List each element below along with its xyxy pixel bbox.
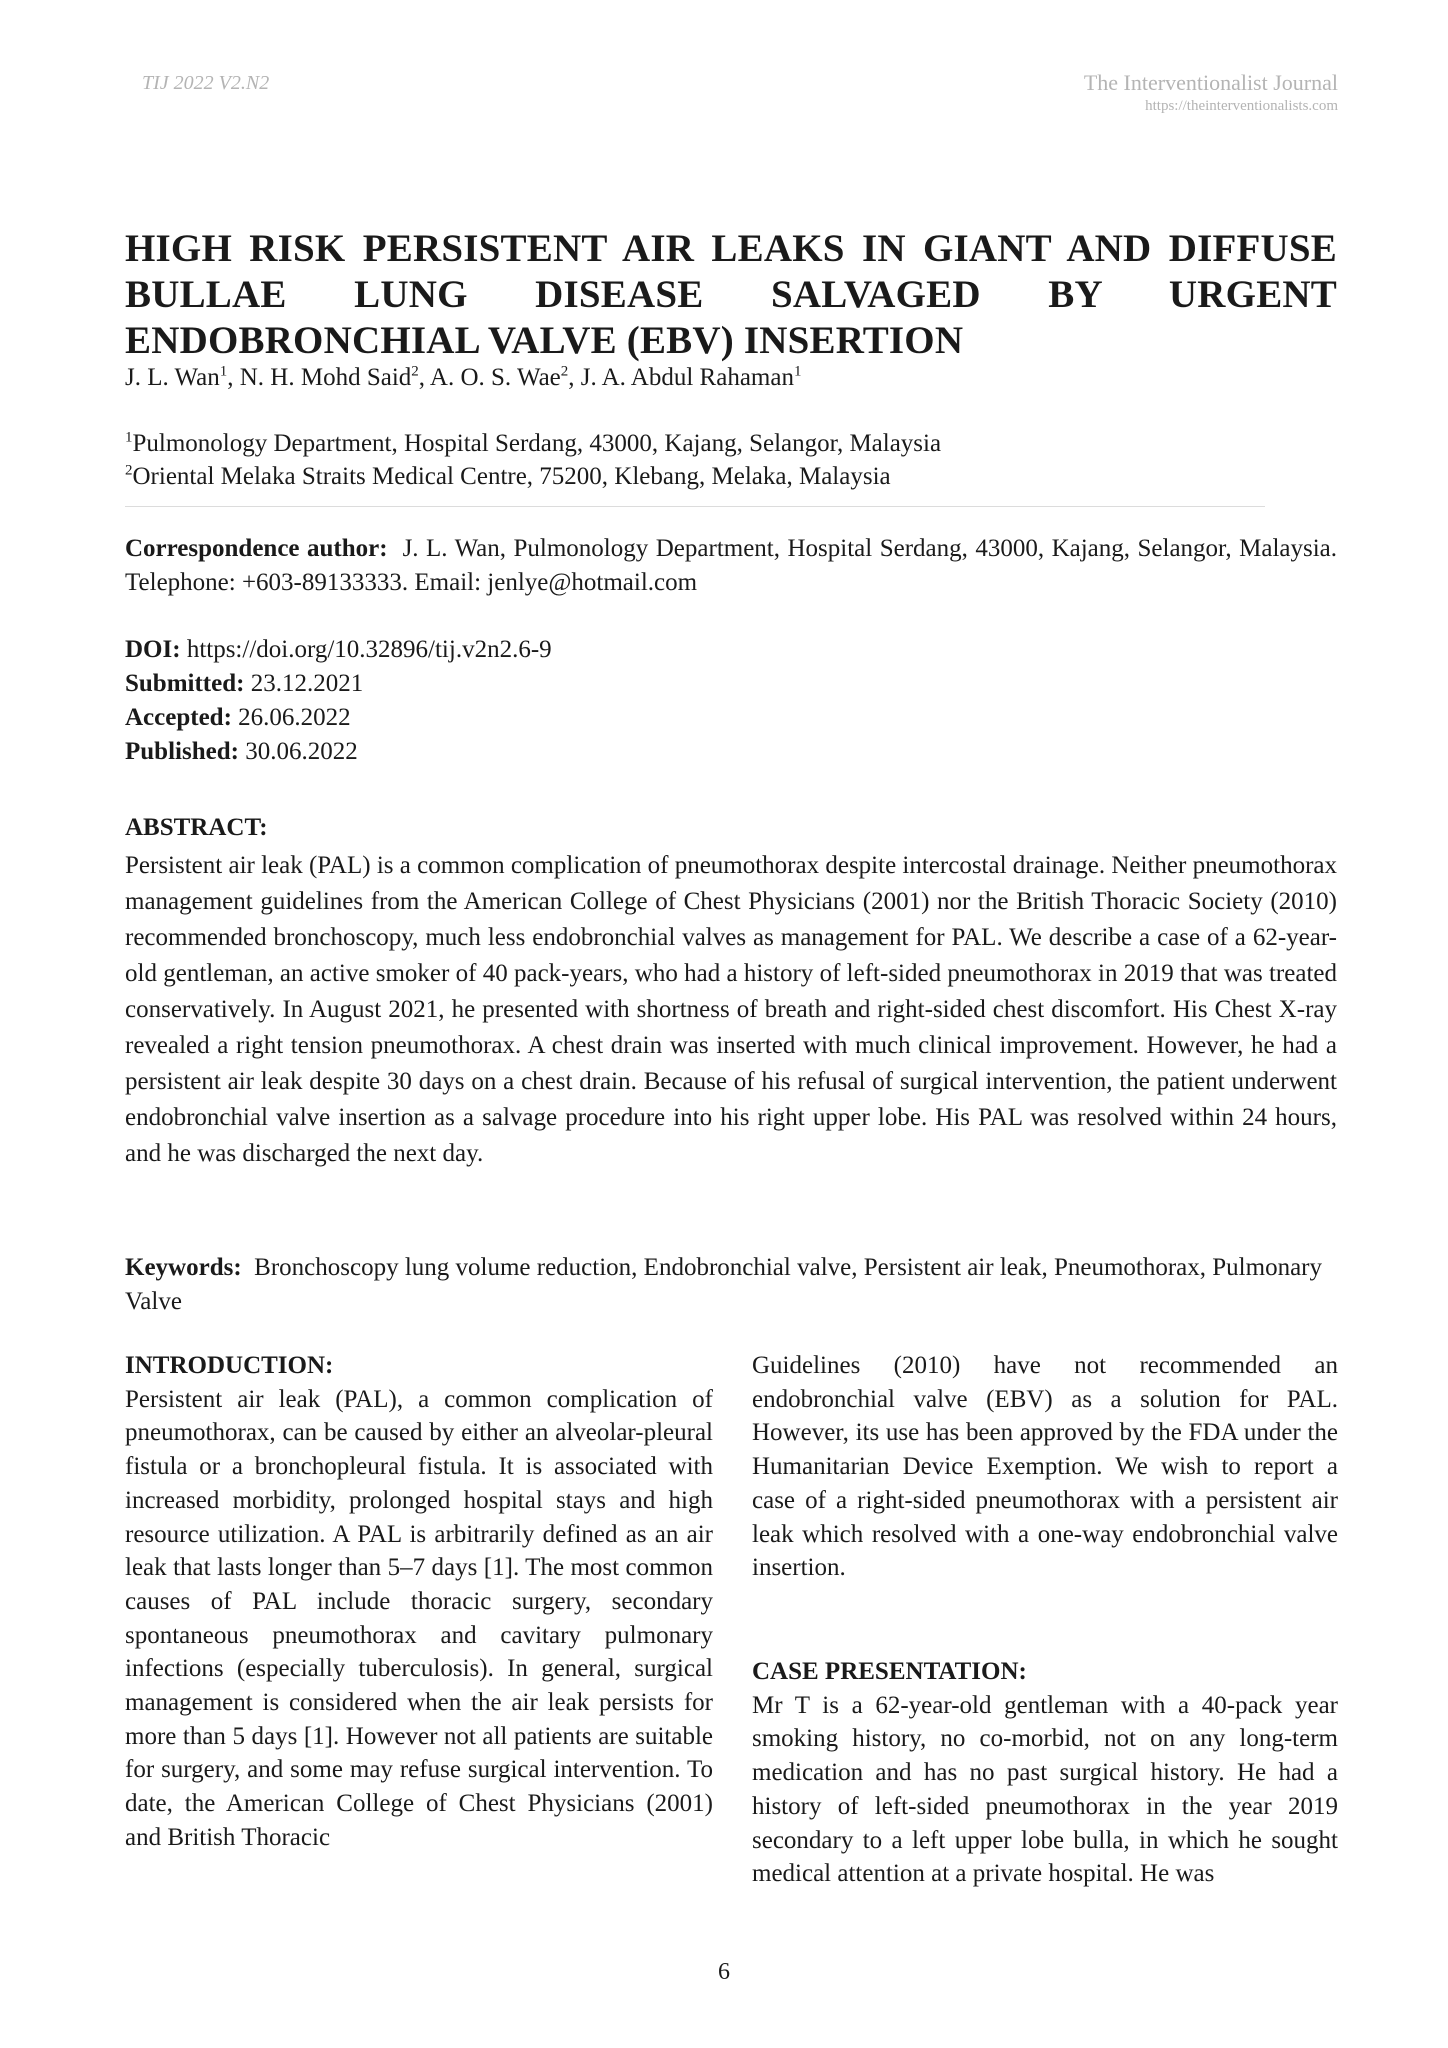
affiliation-text: Oriental Melaka Straits Medical Centre, 75200, Klebang, Melaka, Malaysia <box>132 463 891 490</box>
case-presentation-section <box>752 1655 1338 1891</box>
running-header-volume: TIJ 2022 V2.N2 <box>142 72 270 94</box>
submitted-line <box>125 670 363 698</box>
abstract-heading: ABSTRACT: <box>125 814 268 841</box>
doi-line <box>125 636 552 664</box>
page-number: 6 <box>718 1959 730 1985</box>
accepted-label: Accepted: <box>125 704 232 731</box>
published-date: 30.06.2022 <box>245 738 358 765</box>
author-list: J. L. Wan$^1$, N. H. Mohd Said$^2$, A. O. S. Wae$^2$, J. A. Abdul Rahaman$^1$ <box>125 363 802 391</box>
introduction-continued: Guidelines (2010) have not recommended an endobronchial valve (EBV) as a solution for PAL. However, its use has been approved by the FDA under the Humanitarian Device Exemption. We wish to report a case of a right-sided pneumothorax with a persistent air leak which resolved with a one-way endobronchial valve insertion. <box>752 1352 1338 1582</box>
affiliation-text: Pulmonology Department, Hospital Serdang, 43000, Kajang, Selangor, Malaysia <box>132 430 942 457</box>
correspondence-text: J. L. Wan, Pulmonology Department, Hospital Serdang, 43000, Kajang, Selangor, Malaysia. Telephone: +603-89133333. Email: jenlye@hotmail.com <box>125 535 1338 596</box>
accepted-date: 26.06.2022 <box>238 704 351 731</box>
doi-label: DOI: <box>125 636 181 663</box>
accepted-line <box>125 704 351 732</box>
keywords-text: Bronchoscopy lung volume reduction, Endobronchial valve, Persistent air leak, Pneumothorax, Pulmonary Valve <box>125 1254 1322 1315</box>
correspondence <box>125 532 1337 600</box>
affiliation-marker: 2 <box>125 462 133 479</box>
author-name: A. O. S. Wae <box>429 364 561 391</box>
keywords-label: Keywords: <box>125 1254 242 1281</box>
author-affiliation-marker: 1 <box>793 363 802 380</box>
case-presentation-text: Mr T is a 62-year-old gentleman with a 40-pack year smoking history, no co-morbid, not on any long-term medication and has no past surgical history. He had a history of left-sided pneumothorax in the year 2019 secondary to a left upper lobe bulla, in which he sought medical attention at a private hospital. He was <box>752 1691 1338 1888</box>
divider <box>125 506 1265 507</box>
affiliation-1 <box>125 430 941 458</box>
running-header-journal <box>1084 70 1338 115</box>
published-line <box>125 738 358 766</box>
author-affiliation-marker: 2 <box>560 363 569 380</box>
author-name: N. H. Mohd Said <box>239 364 412 391</box>
submitted-label: Submitted: <box>125 670 245 697</box>
article-title: HIGH RISK PERSISTENT AIR LEAKS IN GIANT AND DIFFUSE BULLAE LUNG DISEASE SALVAGED BY URGENT ENDOBRONCHIAL VALVE (EBV) INSERTION <box>125 227 1337 362</box>
introduction-text: Persistent air leak (PAL), a common complication of pneumothorax, can be caused by either an alveolar-pleural fistula or a bronchopleural fistula. It is associated with increased morbidity, prolonged hospital stays and high resource utilization. A PAL is arbitrarily defined as an air leak that lasts longer than 5–7 days [1]. The most common causes of PAL include thoracic surgery, secondary spontaneous pneumothorax and cavitary pulmonary infections (especially tuberculosis). In general, surgical management is considered when the air leak persists for more than 5 days [1]. However not all patients are suitable for surgery, and some may refuse surgical intervention. To date, the American College of Chest Physicians (2001) and British Thoracic <box>125 1385 713 1851</box>
affiliation-2 <box>125 463 891 491</box>
correspondence-label: Correspondence author: <box>125 535 388 562</box>
keywords <box>125 1251 1337 1319</box>
author-name: J. L. Wan <box>125 364 220 391</box>
case-presentation-heading: CASE PRESENTATION: <box>752 1658 1027 1685</box>
abstract-text: Persistent air leak (PAL) is a common complication of pneumothorax despite intercostal drainage. Neither pneumothorax management guidelines from the American College of Chest Physicians (2001) nor the British Thoracic Society (2010) recommended bronchoscopy, much less endobronchial valves as management for PAL. We describe a case of a 62-year-old gentleman, an active smoker of 40 pack-years, who had a history of left-sided pneumothorax in 2019 that was treated conservatively. In August 2021, he presented with shortness of breath and right-sided chest discomfort. His Chest X-ray revealed a right tension pneumothorax. A chest drain was inserted with much clinical improvement. However, he had a persistent air leak despite 30 days on a chest drain. Because of his refusal of surgical intervention, the patient underwent endobronchial valve insertion as a salvage procedure into his right upper lobe. His PAL was resolved within 24 hours, and he was discharged the next day. <box>125 852 1337 1167</box>
journal-name: The Interventionalist Journal <box>1083 70 1338 95</box>
doi-link[interactable]: https://doi.org/10.32896/tij.v2n2.6-9 <box>186 636 552 663</box>
introduction-heading: INTRODUCTION: <box>125 1352 334 1379</box>
introduction-section <box>125 1349 713 1855</box>
author-name: J. A. Abdul Rahaman <box>580 364 794 391</box>
journal-url[interactable]: https://theinterventionalists.com <box>1145 98 1338 114</box>
affiliation-marker: 1 <box>125 429 133 446</box>
published-label: Published: <box>125 738 239 765</box>
submitted-date: 23.12.2021 <box>250 670 364 697</box>
author-affiliation-marker: 1 <box>219 363 228 380</box>
author-affiliation-marker: 2 <box>411 363 419 380</box>
